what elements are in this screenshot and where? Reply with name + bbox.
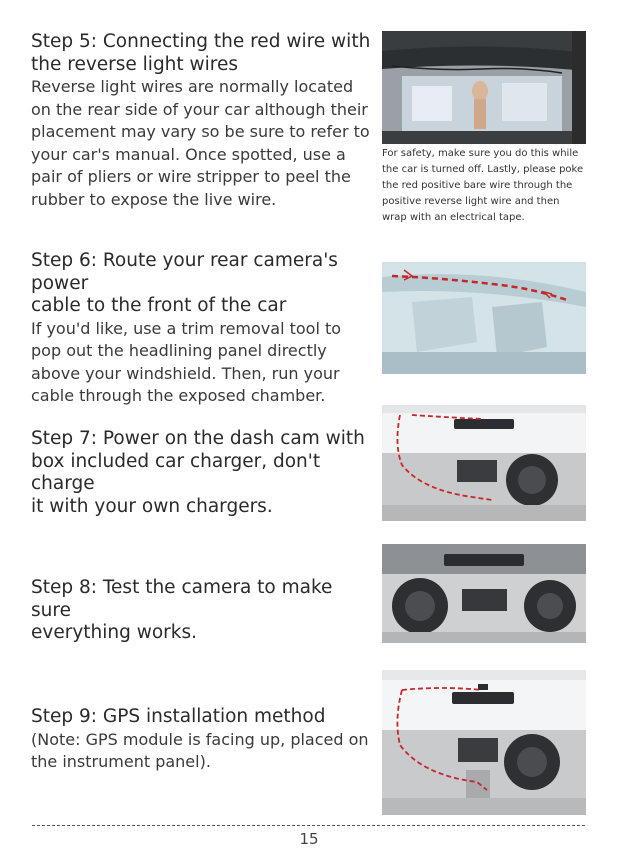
footer-divider [32,825,585,826]
step-6 [31,250,376,408]
step-9-title: Step 9: GPS installation method [31,706,326,727]
step-5-caption: For safety, make sure you do this while the car is turned off. Lastly, please poke the red positive bare wire through the positive reverse light wire and then wrap with an electrical tape. [382,148,584,223]
step-7 [31,428,376,518]
rear-hatch-wiring-photo [382,31,586,144]
step-9 [31,706,376,774]
dash-cam-test-photo [382,544,586,643]
step-8 [31,577,376,645]
step-6-title: Step 6: Route your rear camera's power cable to the front of the car [31,250,338,316]
step-5-title: Step 5: Connecting the red wire with the reverse light wires [31,31,371,75]
step-8-title: Step 8: Test the camera to make sure everything works. [31,577,333,643]
step-5-body: Reverse light wires are normally located on the rear side of your car although their placement may vary so be sure to refer to your car's manual. Once spotted, use a pair of pliers or wire stripper to peel the rubber to expose the live wire. [31,77,370,209]
step-5 [31,31,376,211]
cable-routing-diagram [382,262,586,374]
gps-installation-photo [382,670,586,815]
step-6-body: If you'd like, use a trim removal tool to pop out the headlining panel directly above your windshield. Then, run your cable through the exposed chamber. [31,318,342,405]
page-number: 15 [299,830,319,848]
step-7-title: Step 7: Power on the dash cam with box included car charger, don't charge it with your own chargers. [31,428,365,517]
step-9-body: (Note: GPS module is facing up, placed on the instrument panel). [31,729,369,771]
dash-cam-power-photo [382,405,586,521]
